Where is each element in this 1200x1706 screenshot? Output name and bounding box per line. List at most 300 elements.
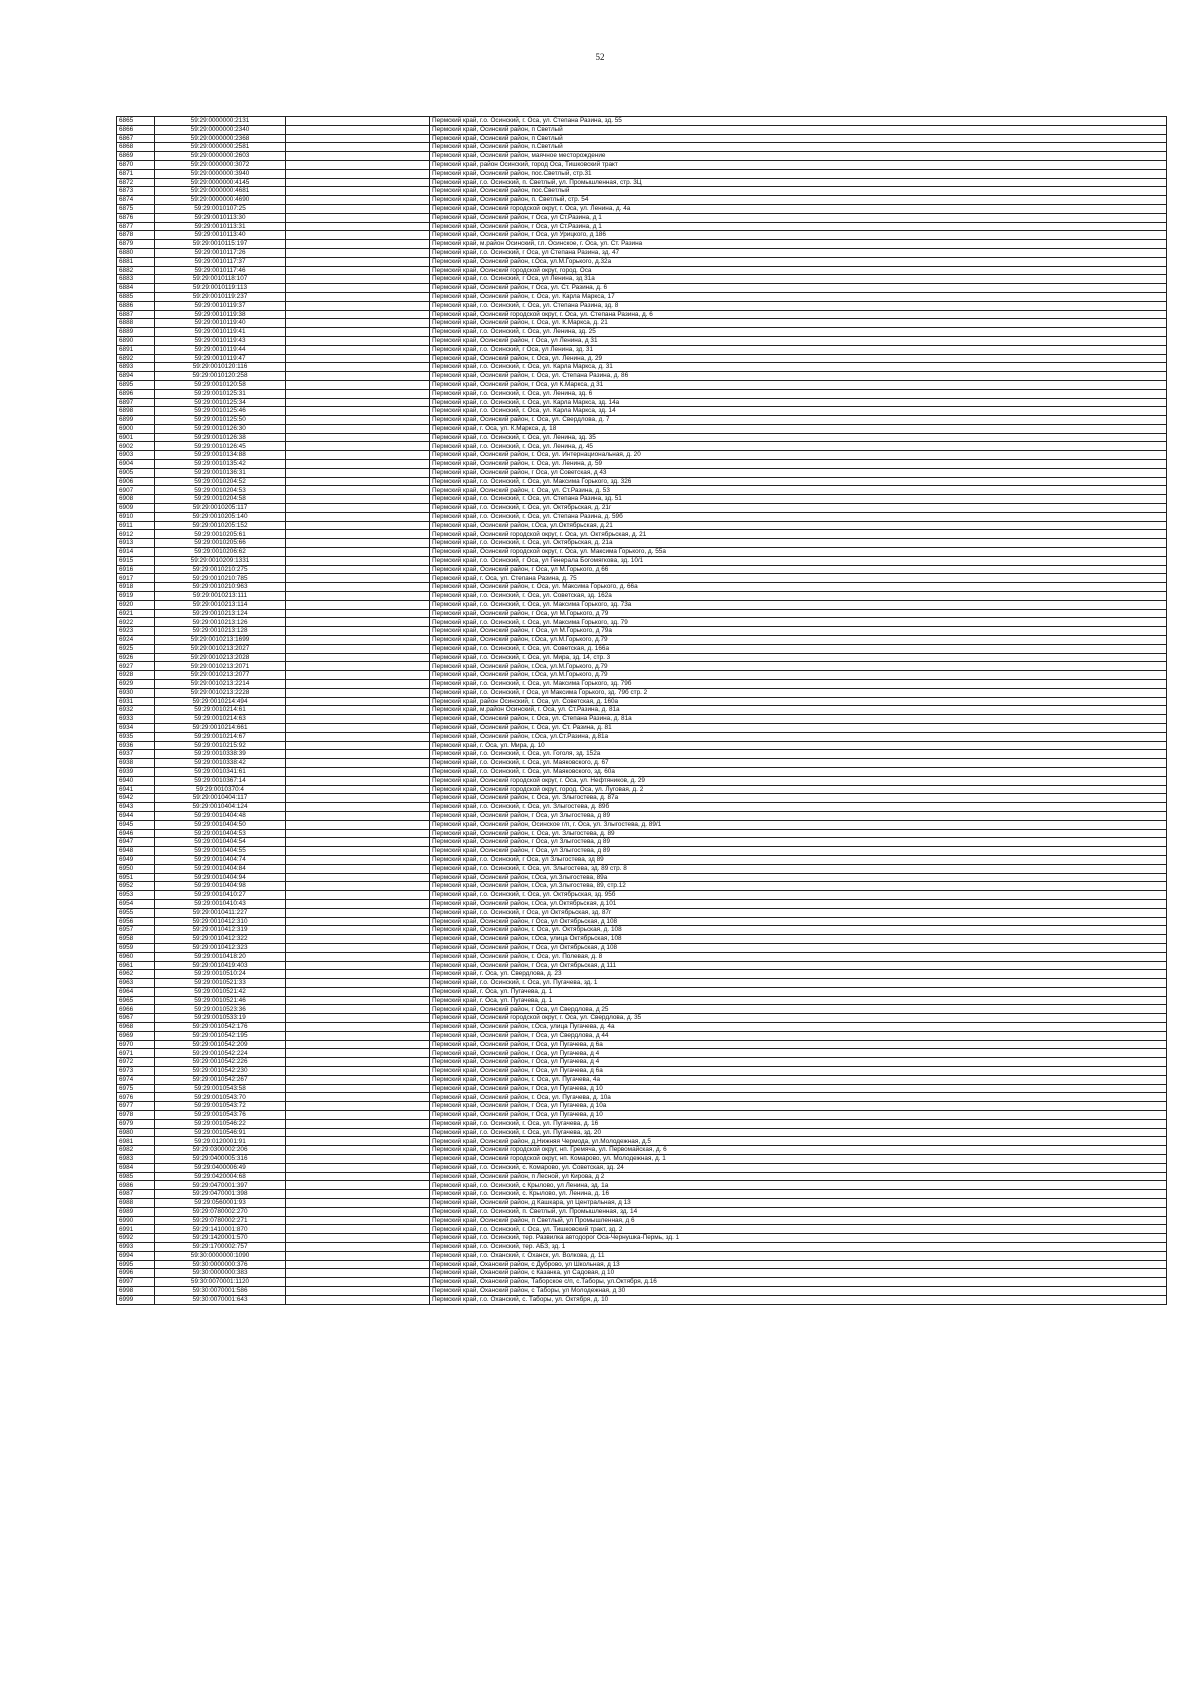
table-row — [117, 829, 1167, 838]
empty-cell — [286, 1199, 430, 1208]
address-cell: Пермский край, г.о. Осинский, г Оса, ул Степана Разина, зд. 47 — [430, 248, 1167, 257]
row-number-cell: 6988 — [117, 1199, 155, 1208]
table-row — [117, 1225, 1167, 1234]
empty-cell — [286, 1084, 430, 1093]
table-row — [117, 970, 1167, 979]
cadastral-number-cell: 59:29:0010404:117 — [155, 794, 286, 803]
table-row — [117, 178, 1167, 187]
address-cell: Пермский край, Осинский район, г. Оса, ул. Интернациональная, д. 20 — [430, 451, 1167, 460]
address-cell: Пермский край, Осинский район, г. Оса, ул. Злыгостева, д. 89 — [430, 829, 1167, 838]
table-row — [117, 389, 1167, 398]
cadastral-number-cell: 59:29:0010542:176 — [155, 1023, 286, 1032]
empty-cell — [286, 345, 430, 354]
cadastral-number-cell: 59:29:0010410:43 — [155, 899, 286, 908]
empty-cell — [286, 1155, 430, 1164]
cadastral-number-cell: 59:29:0010119:38 — [155, 310, 286, 319]
table-row — [117, 1084, 1167, 1093]
cadastral-number-cell: 59:29:0010543:72 — [155, 1102, 286, 1111]
address-cell: Пермский край, Осинский район, г.Оса, ул.Злыгостева, 89, стр.12 — [430, 882, 1167, 891]
empty-cell — [286, 266, 430, 275]
empty-cell — [286, 1216, 430, 1225]
address-cell: Пермский край, Осинский район, г.Оса, ул.Злыгостева, 89а — [430, 873, 1167, 882]
empty-cell — [286, 864, 430, 873]
table-row — [117, 1040, 1167, 1049]
row-number-cell: 6976 — [117, 1093, 155, 1102]
empty-cell — [286, 442, 430, 451]
cadastral-number-cell: 59:29:0000000:4145 — [155, 178, 286, 187]
cadastral-number-cell: 59:29:0010542:195 — [155, 1031, 286, 1040]
row-number-cell: 6921 — [117, 609, 155, 618]
address-cell: Пермский край, Осинский район, г Оса, ул Злыгостева, д 89 — [430, 847, 1167, 856]
cadastral-number-cell: 59:29:0010214:63 — [155, 715, 286, 724]
cadastral-number-cell: 59:29:0010404:50 — [155, 820, 286, 829]
cadastral-number-cell: 59:29:0010205:61 — [155, 530, 286, 539]
row-number-cell: 6907 — [117, 486, 155, 495]
table-row — [117, 820, 1167, 829]
address-cell: Пермский край, г.о. Осинский, г Оса, ул Генерала Богомягкова, зд. 10/1 — [430, 556, 1167, 565]
empty-cell — [286, 310, 430, 319]
empty-cell — [286, 1102, 430, 1111]
cadastral-number-cell: 59:29:0780002:271 — [155, 1216, 286, 1225]
row-number-cell: 6953 — [117, 891, 155, 900]
empty-cell — [286, 407, 430, 416]
row-number-cell: 6927 — [117, 662, 155, 671]
cadastral-number-cell: 59:29:0400006:49 — [155, 1163, 286, 1172]
address-cell: Пермский край, г.о. Осинский, г. Оса, ул. Злыгостева, зд. 89 стр. 8 — [430, 864, 1167, 873]
table-row — [117, 284, 1167, 293]
row-number-cell: 6977 — [117, 1102, 155, 1111]
empty-cell — [286, 565, 430, 574]
table-row — [117, 688, 1167, 697]
address-cell: Пермский край, г.о. Осинский, с. Комарово, ул. Советская, зд. 24 — [430, 1163, 1167, 1172]
cadastral-number-cell: 59:29:0010410:27 — [155, 891, 286, 900]
table-row — [117, 1243, 1167, 1252]
table-row — [117, 372, 1167, 381]
row-number-cell: 6920 — [117, 600, 155, 609]
row-number-cell: 6922 — [117, 618, 155, 627]
empty-cell — [286, 539, 430, 548]
address-cell: Пермский край, Осинский городской округ, г. Оса, ул. Ленина, д. 4а — [430, 204, 1167, 213]
cadastral-number-cell: 59:29:0010214:494 — [155, 697, 286, 706]
table-row — [117, 328, 1167, 337]
row-number-cell: 6916 — [117, 565, 155, 574]
address-cell: Пермский край, Осинский район, г Оса, ул Пугачева, д 10 — [430, 1111, 1167, 1120]
table-row — [117, 240, 1167, 249]
address-cell: Пермский край, Осинский район, г Оса, ул Октябрьская, д 108 — [430, 917, 1167, 926]
cadastral-number-cell: 59:30:0070001:1120 — [155, 1278, 286, 1287]
address-cell: Пермский край, г.о. Оханский, с. Таборы, ул. Октября, д. 10 — [430, 1295, 1167, 1304]
cadastral-number-cell: 59:29:0010135:42 — [155, 460, 286, 469]
row-number-cell: 6961 — [117, 961, 155, 970]
table-row — [117, 776, 1167, 785]
address-cell: Пермский край, Осинский район, г Оса, ул Ст.Разина, д 1 — [430, 222, 1167, 231]
address-cell: Пермский край, г.о. Осинский, г. Оса, ул. Ленина, д. 45 — [430, 442, 1167, 451]
cadastral-number-cell: 59:29:0010521:33 — [155, 979, 286, 988]
table-row — [117, 1286, 1167, 1295]
cadastral-number-cell: 59:29:0010214:661 — [155, 723, 286, 732]
table-row — [117, 204, 1167, 213]
cadastral-number-cell: 59:29:0010119:37 — [155, 301, 286, 310]
address-cell: Пермский край, г.о. Осинский, г. Оса, ул. Пугачева, зд. 1 — [430, 979, 1167, 988]
address-cell: Пермский край, г.о. Осинский, г. Оса, ул. Маяковского, д. 67 — [430, 759, 1167, 768]
address-cell: Пермский край, Осинский район, г Оса, ул М.Горького, д 79 — [430, 609, 1167, 618]
address-cell: Пермский край, Осинский район, г. Оса, ул. Карла Маркса, 17 — [430, 292, 1167, 301]
address-cell: Пермский край, г.о. Оханский, г. Оханск, ул. Волкова, д. 11 — [430, 1251, 1167, 1260]
row-number-cell: 6888 — [117, 319, 155, 328]
table-row — [117, 521, 1167, 530]
empty-cell — [286, 231, 430, 240]
empty-cell — [286, 776, 430, 785]
table-row — [117, 759, 1167, 768]
address-cell: Пермский край, г.о. Осинский, п. Светлый, ул. Промышленная, стр. 3Ц — [430, 178, 1167, 187]
address-cell: Пермский край, г.о. Осинский, г. Оса, ул. Степана Разина, зд. 8 — [430, 301, 1167, 310]
empty-cell — [286, 811, 430, 820]
cadastral-number-cell: 59:29:0010136:31 — [155, 468, 286, 477]
cadastral-number-cell: 59:29:0010213:2214 — [155, 680, 286, 689]
cadastral-number-cell: 59:29:0010120:258 — [155, 372, 286, 381]
cadastral-number-cell: 59:29:0010412:310 — [155, 917, 286, 926]
cadastral-number-cell: 59:29:0010213:111 — [155, 592, 286, 601]
address-cell: Пермский край, Осинский район, г.Оса, улица Пугачева, д. 4а — [430, 1023, 1167, 1032]
row-number-cell: 6987 — [117, 1190, 155, 1199]
cadastral-number-cell: 59:29:0010120:116 — [155, 363, 286, 372]
table-row — [117, 187, 1167, 196]
table-row — [117, 196, 1167, 205]
table-row — [117, 741, 1167, 750]
table-row — [117, 143, 1167, 152]
address-cell: Пермский край, г.о. Осинский, г. Оса, ул. Карла Маркса, д. 31 — [430, 363, 1167, 372]
row-number-cell: 6903 — [117, 451, 155, 460]
address-cell: Пермский край, Осинский городской округ, г. Оса, ул. Октябрьская, д. 21 — [430, 530, 1167, 539]
row-number-cell: 6871 — [117, 169, 155, 178]
table-row — [117, 1181, 1167, 1190]
address-cell: Пермский край, г.о. Осинский, г. Оса, ул. Октябрьская, д. 21а — [430, 539, 1167, 548]
row-number-cell: 6878 — [117, 231, 155, 240]
empty-cell — [286, 284, 430, 293]
table-row — [117, 1216, 1167, 1225]
table-row — [117, 556, 1167, 565]
row-number-cell: 6923 — [117, 627, 155, 636]
address-cell: Пермский край, Осинский район, г Оса, ул Свердлова, д 25 — [430, 1005, 1167, 1014]
empty-cell — [286, 1286, 430, 1295]
address-cell: Пермский край, г.о. Осинский, г. Оса, ул. Максима Горького, зд. 326 — [430, 477, 1167, 486]
table-row — [117, 213, 1167, 222]
row-number-cell: 6892 — [117, 354, 155, 363]
row-number-cell: 6898 — [117, 407, 155, 416]
cadastral-number-cell: 59:29:0010213:2071 — [155, 662, 286, 671]
row-number-cell: 6926 — [117, 653, 155, 662]
empty-cell — [286, 935, 430, 944]
empty-cell — [286, 952, 430, 961]
empty-cell — [286, 477, 430, 486]
empty-cell — [286, 609, 430, 618]
row-number-cell: 6891 — [117, 345, 155, 354]
empty-cell — [286, 1234, 430, 1243]
empty-cell — [286, 706, 430, 715]
row-number-cell: 6959 — [117, 943, 155, 952]
empty-cell — [286, 741, 430, 750]
row-number-cell: 6960 — [117, 952, 155, 961]
row-number-cell: 6946 — [117, 829, 155, 838]
row-number-cell: 6998 — [117, 1286, 155, 1295]
table-row — [117, 1128, 1167, 1137]
cadastral-number-cell: 59:29:0010214:67 — [155, 732, 286, 741]
empty-cell — [286, 1049, 430, 1058]
table-row — [117, 794, 1167, 803]
empty-cell — [286, 275, 430, 284]
empty-cell — [286, 723, 430, 732]
table-row — [117, 996, 1167, 1005]
empty-cell — [286, 187, 430, 196]
empty-cell — [286, 204, 430, 213]
table-row — [117, 882, 1167, 891]
row-number-cell: 6981 — [117, 1137, 155, 1146]
table-row — [117, 715, 1167, 724]
address-cell: Пермский край, г.о. Осинский, г. Оса, ул. Советская, зд. 162а — [430, 592, 1167, 601]
address-cell: Пермский край, Осинский район, г. Оса, ул. Ст.Разина, д. 53 — [430, 486, 1167, 495]
table-row — [117, 442, 1167, 451]
empty-cell — [286, 592, 430, 601]
address-cell: Пермский край, Осинский район, г.Оса, улица Октябрьская, 108 — [430, 935, 1167, 944]
table-row — [117, 275, 1167, 284]
cadastral-number-cell: 59:29:0010210:785 — [155, 574, 286, 583]
row-number-cell: 6868 — [117, 143, 155, 152]
row-number-cell: 6917 — [117, 574, 155, 583]
row-number-cell: 6974 — [117, 1075, 155, 1084]
table-row — [117, 354, 1167, 363]
cadastral-number-cell: 59:29:0010213:126 — [155, 618, 286, 627]
row-number-cell: 6943 — [117, 803, 155, 812]
address-cell: Пермский край, Осинский район, д.Нижняя Чермода, ул.Молодежная, д.5 — [430, 1137, 1167, 1146]
cadastral-number-cell: 59:29:0010412:319 — [155, 926, 286, 935]
cadastral-number-cell: 59:29:0010113:31 — [155, 222, 286, 231]
table-row — [117, 979, 1167, 988]
empty-cell — [286, 248, 430, 257]
row-number-cell: 6879 — [117, 240, 155, 249]
empty-cell — [286, 152, 430, 161]
table-row — [117, 627, 1167, 636]
table-row — [117, 169, 1167, 178]
address-cell: Пермский край, г.о. Осинский, г. Оса, ул. Карла Маркса, зд. 14 — [430, 407, 1167, 416]
empty-cell — [286, 160, 430, 169]
cadastral-number-cell: 59:29:0010543:76 — [155, 1111, 286, 1120]
empty-cell — [286, 1172, 430, 1181]
address-cell: Пермский край, Осинский район, г Оса, ул Ленина, д 31 — [430, 336, 1167, 345]
row-number-cell: 6978 — [117, 1111, 155, 1120]
table-row — [117, 460, 1167, 469]
cadastral-number-cell: 59:29:0010404:124 — [155, 803, 286, 812]
address-cell: Пермский край, г.о. Осинский, г Оса, ул Ленина, зд. 31 — [430, 345, 1167, 354]
table-row — [117, 1190, 1167, 1199]
address-cell: Пермский край, г.о. Осинский, г. Оса, ул. Максима Горького, зд. 79 — [430, 618, 1167, 627]
empty-cell — [286, 213, 430, 222]
table-row — [117, 1031, 1167, 1040]
row-number-cell: 6918 — [117, 583, 155, 592]
address-cell: Пермский край, г.о. Осинский, г. Оса, ул. Ленина, зд. 35 — [430, 433, 1167, 442]
address-cell: Пермский край, г.о. Осинский, г Оса, ул Максима Горького, зд. 79б стр. 2 — [430, 688, 1167, 697]
address-cell: Пермский край, г. Оса, ул. Пугачева, д. 1 — [430, 987, 1167, 996]
address-cell: Пермский край, Осинский район, г Оса, ул. Ст. Разина, д. 6 — [430, 284, 1167, 293]
address-cell: Пермский край, Осинский район, п Светлый — [430, 125, 1167, 134]
row-number-cell: 6941 — [117, 785, 155, 794]
empty-cell — [286, 899, 430, 908]
row-number-cell: 6904 — [117, 460, 155, 469]
row-number-cell: 6969 — [117, 1031, 155, 1040]
row-number-cell: 6911 — [117, 521, 155, 530]
table-row — [117, 662, 1167, 671]
cadastral-number-cell: 59:29:0010120:58 — [155, 380, 286, 389]
cadastral-number-cell: 59:29:0010209:1331 — [155, 556, 286, 565]
address-cell: Пермский край, Оханский район, Таборское с/п, с.Таборы, ул.Октября, д.16 — [430, 1278, 1167, 1287]
table-row — [117, 987, 1167, 996]
empty-cell — [286, 996, 430, 1005]
empty-cell — [286, 424, 430, 433]
empty-cell — [286, 468, 430, 477]
row-number-cell: 6919 — [117, 592, 155, 601]
table-body — [117, 117, 1167, 1305]
address-cell: Пермский край, Осинский район, г Оса, ул Пугачева, д 6а — [430, 1040, 1167, 1049]
address-cell: Пермский край, г.о. Осинский, с. Крылово, ул. Ленина, д. 16 — [430, 1190, 1167, 1199]
empty-cell — [286, 891, 430, 900]
address-cell: Пермский край, г.о. Осинский, г. Оса, ул. Ленина, зд. 25 — [430, 328, 1167, 337]
address-cell: Пермский край, Осинский район, г. Оса, ул. Степана Разина, д. 81а — [430, 715, 1167, 724]
table-row — [117, 398, 1167, 407]
table-row — [117, 1102, 1167, 1111]
cadastral-number-cell: 59:29:0000000:2131 — [155, 117, 286, 126]
row-number-cell: 6963 — [117, 979, 155, 988]
cadastral-number-cell: 59:29:0010125:31 — [155, 389, 286, 398]
address-cell: Пермский край, Осинский район, п.Светлый — [430, 143, 1167, 152]
empty-cell — [286, 1251, 430, 1260]
address-cell: Пермский край, Осинский район, г Оса, ул Ст.Разина, д 1 — [430, 213, 1167, 222]
row-number-cell: 6938 — [117, 759, 155, 768]
empty-cell — [286, 943, 430, 952]
empty-cell — [286, 178, 430, 187]
empty-cell — [286, 169, 430, 178]
table-row — [117, 1119, 1167, 1128]
address-cell: Пермский край, г.о. Осинский, г. Оса, ул. Максима Горького, зд. 79б — [430, 680, 1167, 689]
address-cell: Пермский край, Осинский район, г Оса, ул Свердлова, д 44 — [430, 1031, 1167, 1040]
cadastral-number-cell: 59:29:0010546:91 — [155, 1128, 286, 1137]
row-number-cell: 6924 — [117, 636, 155, 645]
address-cell: Пермский край, Осинский район, г. Оса, ул. К.Маркса, д. 21 — [430, 319, 1167, 328]
row-number-cell: 6997 — [117, 1278, 155, 1287]
empty-cell — [286, 838, 430, 847]
address-cell: Пермский край, г.о. Осинский, г. Оса, ул. Маяковского, зд. 60а — [430, 767, 1167, 776]
row-number-cell: 6932 — [117, 706, 155, 715]
row-number-cell: 6975 — [117, 1084, 155, 1093]
address-cell: Пермский край, м.район Осинский, г. Оса, ул. Ст.Разина, д. 81а — [430, 706, 1167, 715]
row-number-cell: 6875 — [117, 204, 155, 213]
cadastral-number-cell: 59:29:0010404:55 — [155, 847, 286, 856]
address-cell: Пермский край, г.о. Осинский, г. Оса, ул. Гоголя, зд. 152а — [430, 750, 1167, 759]
cadastral-number-cell: 59:29:0000000:2368 — [155, 134, 286, 143]
table-row — [117, 160, 1167, 169]
empty-cell — [286, 680, 430, 689]
empty-cell — [286, 416, 430, 425]
address-cell: Пермский край, Осинский район, г Оса, ул М.Горького, д 66 — [430, 565, 1167, 574]
row-number-cell: 6873 — [117, 187, 155, 196]
cadastral-number-cell: 59:29:0010213:124 — [155, 609, 286, 618]
empty-cell — [286, 222, 430, 231]
empty-cell — [286, 372, 430, 381]
table-row — [117, 257, 1167, 266]
table-row — [117, 1155, 1167, 1164]
row-number-cell: 6964 — [117, 987, 155, 996]
table-row — [117, 495, 1167, 504]
cadastral-number-cell: 59:29:0780002:270 — [155, 1207, 286, 1216]
row-number-cell: 6949 — [117, 855, 155, 864]
row-number-cell: 6972 — [117, 1058, 155, 1067]
cadastral-number-cell: 59:29:0010113:40 — [155, 231, 286, 240]
address-cell: Пермский край, Осинский район, г.Оса, ул.Октябрьская, д.101 — [430, 899, 1167, 908]
address-cell: Пермский край, г.о. Осинский, г. Оса, ул. Октябрьская, зд. 95б — [430, 891, 1167, 900]
table-row — [117, 1067, 1167, 1076]
empty-cell — [286, 328, 430, 337]
empty-cell — [286, 1225, 430, 1234]
table-row — [117, 618, 1167, 627]
row-number-cell: 6936 — [117, 741, 155, 750]
row-number-cell: 6993 — [117, 1243, 155, 1252]
address-cell: Пермский край, г.о. Осинский, с Крылово, ул Ленина, зд. 1а — [430, 1181, 1167, 1190]
row-number-cell: 6865 — [117, 117, 155, 126]
address-cell: Пермский край, г.о. Осинский, г. Оса, ул. Степана Разина, зд. 55 — [430, 117, 1167, 126]
empty-cell — [286, 1075, 430, 1084]
table-row — [117, 574, 1167, 583]
address-cell: Пермский край, Осинский район, маячное месторождение — [430, 152, 1167, 161]
cadastral-number-cell: 59:29:0010213:2077 — [155, 671, 286, 680]
table-row — [117, 125, 1167, 134]
cadastral-number-cell: 59:29:0010404:48 — [155, 811, 286, 820]
cadastral-number-cell: 59:29:0010126:38 — [155, 433, 286, 442]
empty-cell — [286, 354, 430, 363]
address-cell: Пермский край, Осинский район, г Оса, ул Пугачева, д 10а — [430, 1102, 1167, 1111]
empty-cell — [286, 1067, 430, 1076]
address-cell: Пермский край, Осинский район, г Оса, ул Пугачева, д 10 — [430, 1084, 1167, 1093]
empty-cell — [286, 1243, 430, 1252]
empty-cell — [286, 512, 430, 521]
table-row — [117, 952, 1167, 961]
row-number-cell: 6950 — [117, 864, 155, 873]
empty-cell — [286, 882, 430, 891]
row-number-cell: 6965 — [117, 996, 155, 1005]
row-number-cell: 6951 — [117, 873, 155, 882]
cadastral-number-cell: 59:29:0010215:92 — [155, 741, 286, 750]
cadastral-number-cell: 59:29:0010107:25 — [155, 204, 286, 213]
cadastral-number-cell: 59:29:0010213:128 — [155, 627, 286, 636]
row-number-cell: 6982 — [117, 1146, 155, 1155]
address-cell: Пермский край, Осинский район, г. Оса, ул. Ленина, д. 29 — [430, 354, 1167, 363]
address-cell: Пермский край, г.о. Осинский, г. Оса, ул. Тишковский тракт, зд. 2 — [430, 1225, 1167, 1234]
empty-cell — [286, 1137, 430, 1146]
address-cell: Пермский край, м.район Осинский, г.п. Осинское, г. Оса, ул. Ст. Разина — [430, 240, 1167, 249]
table-row — [117, 248, 1167, 257]
empty-cell — [286, 1146, 430, 1155]
row-number-cell: 6887 — [117, 310, 155, 319]
cadastral-number-cell: 59:29:0010115:197 — [155, 240, 286, 249]
row-number-cell: 6925 — [117, 644, 155, 653]
table-row — [117, 380, 1167, 389]
address-cell: Пермский край, Осинский район, г Оса, ул Злыгостева, д 89 — [430, 811, 1167, 820]
cadastral-number-cell: 59:30:0000000:383 — [155, 1269, 286, 1278]
table-row — [117, 539, 1167, 548]
address-cell: Пермский край, г.о. Осинский, г. Оса, ул. Максима Горького, зд. 73а — [430, 600, 1167, 609]
empty-cell — [286, 829, 430, 838]
cadastral-number-cell: 59:29:0470001:398 — [155, 1190, 286, 1199]
empty-cell — [286, 1295, 430, 1304]
table-row — [117, 908, 1167, 917]
row-number-cell: 6942 — [117, 794, 155, 803]
